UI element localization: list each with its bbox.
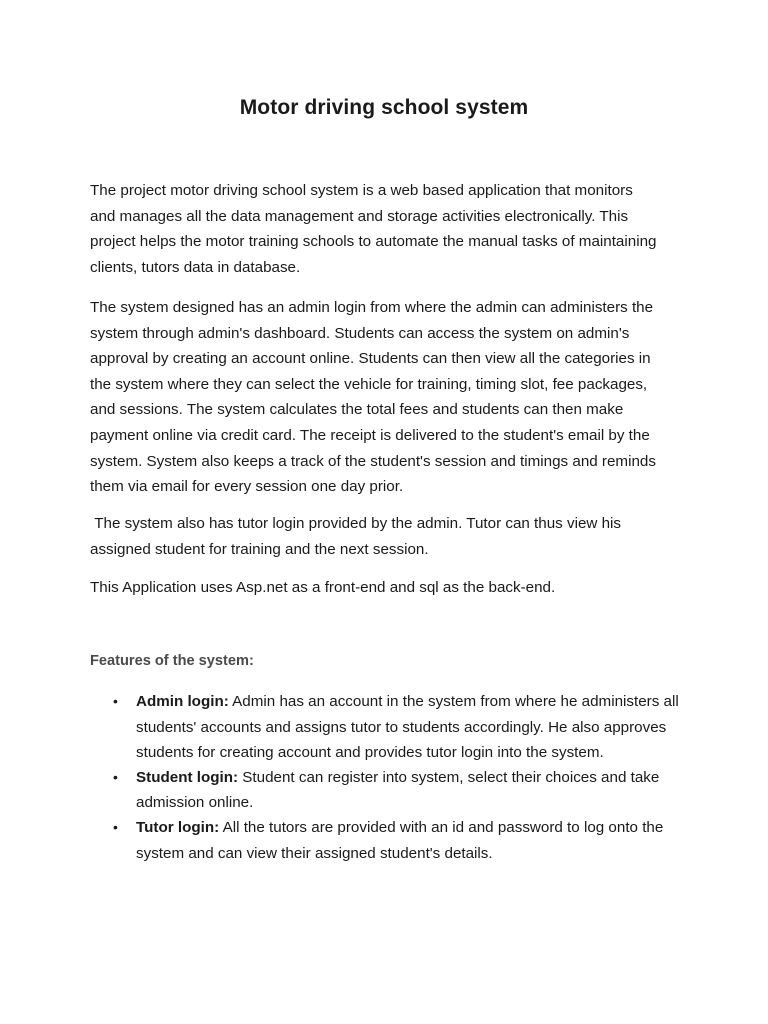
technology-paragraph: This Application uses Asp.net as a front-end and sql as the back-end. (90, 579, 556, 596)
feature-text: Admin has an account in the system from where he administers all students' accounts and assigns tutor to students accordingly. He also approves students for creating account and provides tutor login into the system. (136, 693, 679, 762)
feature-item-tutor-login (90, 815, 680, 866)
feature-label: Admin login: (136, 693, 229, 710)
bullet-icon: • (113, 768, 118, 785)
feature-text: Student can register into system, select their choices and take admission online. (136, 768, 660, 812)
feature-label: Student login: (136, 768, 239, 786)
document-title: Motor driving school system (239, 96, 529, 119)
features-list (90, 689, 680, 865)
feature-item-student-login (90, 765, 680, 816)
bullet-icon: • (113, 818, 118, 835)
intro-paragraph: The project motor driving school system is a web based application that monitors and manages all the data management and storage activities electronically. This project helps the motor training schools to automate the manual tasks of maintaining clients, tutors data in database. (90, 182, 657, 276)
features-heading: Features of the system: (90, 653, 254, 669)
feature-text: All the tutors are provided with an id and password to log onto the system and can view their assigned student's details. (136, 818, 664, 862)
feature-label: Tutor login: (136, 818, 220, 836)
bullet-icon: • (113, 693, 118, 709)
feature-item-admin-login (90, 689, 680, 766)
tutor-description-paragraph: The system also has tutor login provided by the admin. Tutor can thus view his assigned student for training and the next session. (90, 515, 626, 558)
admin-description-paragraph: The system designed has an admin login from where the admin can administers the system through admin's dashboard. Students can access the system on admin's approval by creating an account online. Students can then view all the categories in the system where they can select the vehicle for training, timing slot, fee packages, and sessions. The system calculates the total fees and students can then make payment online via credit card. The receipt is delivered to the student's email by the system. System also keeps a track of the student's session and timings and reminds them via email for every session one day prior. (90, 299, 656, 496)
